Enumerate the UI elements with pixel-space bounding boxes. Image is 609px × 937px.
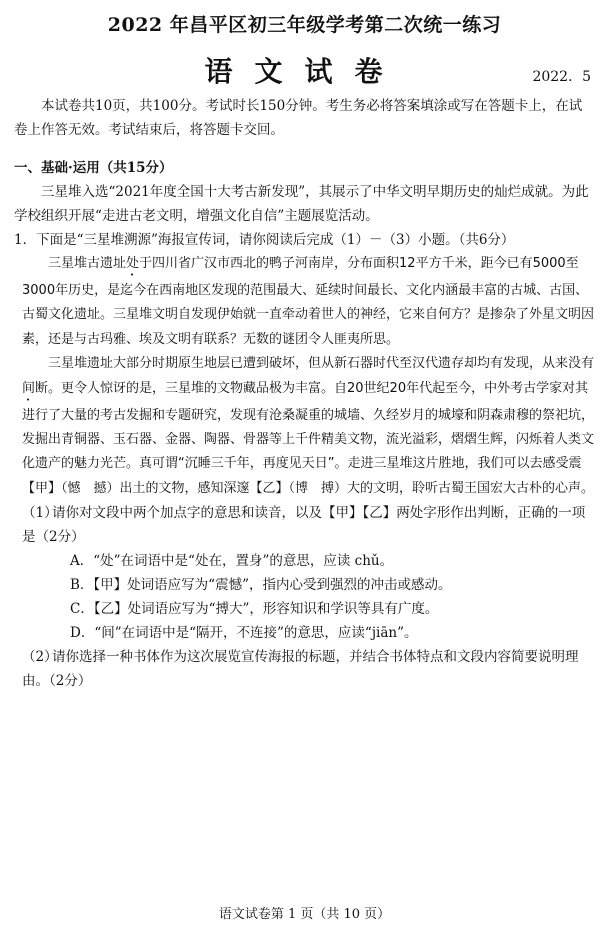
exam-notice: 本试卷共10页，共100分。考试时长150分钟。考生务必将答案填涂或写在答题卡上，在试卷上作答无效。考试结束后，将答题卡交回。 (14, 98, 583, 138)
exam-date: 2022．5 (532, 69, 591, 85)
dotted-character: 处 (126, 256, 140, 271)
dotted-character: 间 (22, 380, 36, 396)
sub-question-1 (14, 501, 595, 549)
passage-text: 三星堆古遗址 (48, 256, 127, 271)
option-c: C．【乙】处词语应写为“搏大”，形容知识和学识等具有广度。 (70, 601, 439, 618)
passage-paragraph-1 (14, 252, 595, 352)
sub-question-stem: 请你选择一种书体作为这次展览宣传海报的标题，并结合书体特点和文段内容简要说明理由。（2分） (22, 649, 579, 690)
section-heading: 一、基础·运用（共15分） (14, 160, 173, 176)
option-d: D．“间”在词语中是“隔开，不连接”的意思，应读“jiān”。 (70, 625, 418, 642)
exam-body (14, 94, 595, 693)
exam-title: 2022 年昌平区初三年级学考第二次统一练习 (107, 14, 502, 36)
option-b: B．【甲】处词语应写为“震憾”，指内心受到强烈的冲击或感动。 (70, 577, 452, 594)
sub-question-stem: 请你对文段中两个加点字的意思和读音，以及【甲】【乙】两处字形作出判断，正确的一项是（2分） (22, 505, 586, 546)
option-a: A．“处”在词语中是“处在，置身”的意思，应读 chǔ。 (70, 553, 394, 570)
section-intro: 三星堆入选“2021年度全国十大考古新发现”，其展示了中华文明早期历史的灿烂成就。为此学校组织开展“走进古老文明，增强文化自信”主题展览活动。 (14, 184, 589, 224)
passage-text: 断。更令人惊讶的是，三星堆的文物藏品极为丰富。自20世纪20年代起至今，中外考古学家对其进行了大量的考古发掘和专题研究，发现有沧桑凝重的城墙、久经岁月的城壕和阴森肃穆的祭祀坑，发掘出青铜器、玉石器、金器、陶器、骨器等上千件精美文物，流光溢彩，熠熠生辉，闪烁着人类文化遗产的魅力光芒。真可谓“沉睡三千年，再度见天日”。走进三星堆这片胜地，我们可以去感受震【甲】（憾 撼）出土的文物，感知深邃【乙】（博 搏）大的文明，聆听古蜀王国宏大古朴的心声。 (22, 380, 595, 496)
sub-question-number: （2） (22, 649, 58, 666)
passage-paragraph-2 (14, 352, 595, 501)
page-footer: 语文试卷第 1 页（共 10 页） (218, 907, 391, 922)
sub-question-2 (14, 645, 595, 693)
subject-title: 语文试卷 (204, 55, 405, 88)
sub-question-number: （1） (22, 505, 58, 522)
passage-text: 于四川省广汉市西北的鸭子河南岸，分布面积12平方千米，距今已有5000至3000年历史，是迄今在西南地区发现的范围最大、延续时间最长、文化内涵最丰富的古城、古国、古蜀文化遗址。三星堆文明自发现伊始就一直牵动着世人的神经，它来自何方？是掺杂了外星文明因素，还是与古玛雅、埃及文明有联系？无数的谜团令人匪夷所思。 (22, 256, 595, 347)
passage-text: 三星堆遗址大部分时期原生地层已遭到破坏，但从新石器时代至汉代遗存却均有发现，从来没有 (48, 356, 595, 372)
question-1-stem: 1．下面是“三星堆溯源”海报宣传词，请你阅读后完成（1）－（3）小题。（共6分） (14, 232, 515, 248)
